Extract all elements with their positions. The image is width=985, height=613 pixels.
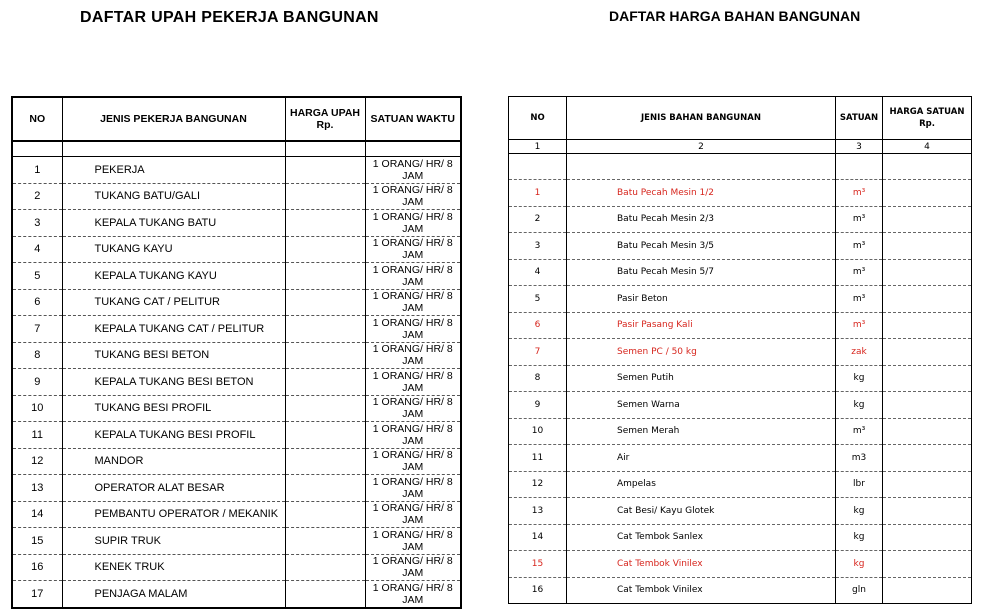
table-row [12,554,461,581]
unit: m³ [836,180,883,207]
header-wage-price-line2: Rp. [316,119,334,131]
table-row [509,339,972,366]
wage-price [285,289,365,316]
header-material-type: JENIS BAHAN BANGUNAN [567,97,836,140]
row-number: 14 [12,501,62,528]
material-type: Semen Putih [567,365,836,392]
time-unit-line1: 1 ORANG/ HR/ 8 [372,316,453,329]
time-unit-line2: JAM [402,408,424,421]
unit-price [883,206,972,233]
time-unit-line2: JAM [402,434,424,447]
worker-type: SUPIR TRUK [62,528,285,555]
table-row [509,445,972,472]
table-row [509,180,972,207]
header-no: NO [12,97,62,141]
table-row [509,392,972,419]
time-unit-line2: JAM [402,169,424,182]
time-unit [365,475,461,502]
material-type: Cat Tembok Sanlex [567,524,836,551]
row-number: 4 [509,259,567,286]
unit: m³ [836,233,883,260]
unit: m³ [836,312,883,339]
time-unit-line1: 1 ORANG/ HR/ 8 [372,184,453,197]
time-unit-line1: 1 ORANG/ HR/ 8 [372,237,453,250]
time-unit-line1: 1 ORANG/ HR/ 8 [372,369,453,382]
header-unit-price-line1: HARGA SATUAN [889,107,965,117]
material-type: Batu Pecah Mesin 1/2 [567,180,836,207]
time-unit-line1: 1 ORANG/ HR/ 8 [372,157,453,170]
time-unit [365,395,461,422]
wage-price [285,263,365,290]
material-table-header [509,97,972,140]
unit-price [883,498,972,525]
wage-price [285,210,365,237]
row-number: 5 [12,263,62,290]
table-row [12,157,461,184]
worker-type: KEPALA TUKANG BESI BETON [62,369,285,396]
header-time-unit: SATUAN WAKTU [365,97,461,141]
header-unit-price [883,97,972,140]
table-row [12,528,461,555]
table-row [509,524,972,551]
table-row [12,289,461,316]
time-unit [365,448,461,475]
wage-price [285,554,365,581]
column-number-row [509,140,972,154]
row-number: 8 [12,342,62,369]
table-row [12,501,461,528]
row-number: 6 [509,312,567,339]
table-row [12,183,461,210]
row-number: 13 [509,498,567,525]
table-row [509,498,972,525]
time-unit-line1: 1 ORANG/ HR/ 8 [372,263,453,276]
time-unit-line2: JAM [402,196,424,209]
unit: kg [836,365,883,392]
unit-price [883,365,972,392]
unit: m³ [836,206,883,233]
time-unit [365,581,461,608]
column-number: 3 [836,140,883,154]
material-type: Ampelas [567,471,836,498]
worker-type: TUKANG CAT / PELITUR [62,289,285,316]
time-unit [365,210,461,237]
unit: lbr [836,471,883,498]
time-unit [365,157,461,184]
time-unit [365,236,461,263]
wage-price [285,448,365,475]
row-number: 10 [12,395,62,422]
table-row [12,395,461,422]
unit-price [883,286,972,313]
table-row [509,418,972,445]
row-number: 13 [12,475,62,502]
row-number: 11 [509,445,567,472]
material-price-title: DAFTAR HARGA BAHAN BANGUNAN [609,8,861,24]
wage-list-title: DAFTAR UPAH PEKERJA BANGUNAN [80,9,379,26]
unit-price [883,445,972,472]
wage-table-header [12,97,461,141]
material-type: Batu Pecah Mesin 3/5 [567,233,836,260]
unit: kg [836,392,883,419]
table-row [12,422,461,449]
row-number: 2 [509,206,567,233]
row-number: 16 [509,577,567,604]
worker-type: TUKANG BESI BETON [62,342,285,369]
worker-type: PENJAGA MALAM [62,581,285,608]
material-type: Pasir Pasang Kali [567,312,836,339]
row-number: 3 [12,210,62,237]
material-type: Batu Pecah Mesin 5/7 [567,259,836,286]
header-wage-price [285,97,365,141]
material-table-spacer [509,154,972,180]
time-unit [365,316,461,343]
header-unit-price-line2: Rp. [919,119,935,129]
time-unit-line2: JAM [402,567,424,580]
unit: zak [836,339,883,366]
time-unit-line2: JAM [402,249,424,262]
time-unit [365,422,461,449]
material-type: Semen PC / 50 kg [567,339,836,366]
row-number: 7 [12,316,62,343]
table-row [509,259,972,286]
row-number: 12 [509,471,567,498]
unit: gln [836,577,883,604]
header-wage-price-line1: HARGA UPAH [290,107,360,119]
unit-price [883,312,972,339]
table-row [12,448,461,475]
time-unit [365,289,461,316]
wage-price [285,501,365,528]
row-number: 7 [509,339,567,366]
table-row [509,551,972,578]
worker-type: PEKERJA [62,157,285,184]
table-row [509,286,972,313]
unit-price [883,551,972,578]
wage-price [285,581,365,608]
row-number: 9 [12,369,62,396]
time-unit-line1: 1 ORANG/ HR/ 8 [372,581,453,594]
worker-type: KEPALA TUKANG BESI PROFIL [62,422,285,449]
material-type: Semen Merah [567,418,836,445]
table-row [509,577,972,604]
wage-price [285,528,365,555]
time-unit-line2: JAM [402,540,424,553]
time-unit-line2: JAM [402,275,424,288]
wage-price [285,157,365,184]
time-unit-line1: 1 ORANG/ HR/ 8 [372,449,453,462]
time-unit-line2: JAM [402,381,424,394]
unit-price [883,180,972,207]
unit: kg [836,498,883,525]
table-row [509,233,972,260]
row-number: 3 [509,233,567,260]
time-unit-line2: JAM [402,461,424,474]
wage-price [285,475,365,502]
time-unit-line2: JAM [402,514,424,527]
time-unit [365,501,461,528]
unit-price [883,339,972,366]
row-number: 15 [12,528,62,555]
row-number: 14 [509,524,567,551]
row-number: 17 [12,581,62,608]
time-unit-line1: 1 ORANG/ HR/ 8 [372,343,453,356]
time-unit-line1: 1 ORANG/ HR/ 8 [372,290,453,303]
wage-price [285,395,365,422]
table-row [12,210,461,237]
worker-type: MANDOR [62,448,285,475]
wage-price [285,236,365,263]
unit-price [883,259,972,286]
row-number: 11 [12,422,62,449]
wage-table-spacer [12,141,461,157]
time-unit-line1: 1 ORANG/ HR/ 8 [372,396,453,409]
row-number: 12 [12,448,62,475]
material-price-table [508,96,972,604]
time-unit [365,263,461,290]
time-unit-line1: 1 ORANG/ HR/ 8 [372,528,453,541]
table-row [12,316,461,343]
wage-price [285,422,365,449]
unit-price [883,233,972,260]
material-type: Cat Tembok Vinilex [567,551,836,578]
unit-price [883,392,972,419]
time-unit [365,554,461,581]
column-number: 4 [883,140,972,154]
wage-table [11,96,462,609]
unit: kg [836,524,883,551]
unit: kg [836,551,883,578]
wage-price [285,183,365,210]
table-row [12,475,461,502]
table-row [12,236,461,263]
time-unit-line1: 1 ORANG/ HR/ 8 [372,422,453,435]
time-unit-line1: 1 ORANG/ HR/ 8 [372,502,453,515]
row-number: 10 [509,418,567,445]
table-row [509,365,972,392]
time-unit-line2: JAM [402,328,424,341]
table-row [509,312,972,339]
row-number: 16 [12,554,62,581]
worker-type: KEPALA TUKANG CAT / PELITUR [62,316,285,343]
header-no: NO [509,97,567,140]
wage-price [285,369,365,396]
row-number: 6 [12,289,62,316]
worker-type: KEPALA TUKANG BATU [62,210,285,237]
material-type: Air [567,445,836,472]
table-row [509,206,972,233]
row-number: 5 [509,286,567,313]
unit-price [883,524,972,551]
worker-type: TUKANG KAYU [62,236,285,263]
time-unit-line1: 1 ORANG/ HR/ 8 [372,555,453,568]
time-unit-line2: JAM [402,355,424,368]
unit: m³ [836,259,883,286]
header-unit: SATUAN [836,97,883,140]
column-number: 1 [509,140,567,154]
material-type: Pasir Beton [567,286,836,313]
unit: m3 [836,445,883,472]
unit-price [883,577,972,604]
worker-type: TUKANG BATU/GALI [62,183,285,210]
time-unit-line2: JAM [402,302,424,315]
column-number: 2 [567,140,836,154]
unit: m³ [836,286,883,313]
time-unit-line2: JAM [402,593,424,606]
row-number: 2 [12,183,62,210]
material-type: Batu Pecah Mesin 2/3 [567,206,836,233]
unit-price [883,418,972,445]
worker-type: OPERATOR ALAT BESAR [62,475,285,502]
worker-type: TUKANG BESI PROFIL [62,395,285,422]
material-type: Semen Warna [567,392,836,419]
row-number: 4 [12,236,62,263]
row-number: 1 [509,180,567,207]
unit-price [883,471,972,498]
unit: m³ [836,418,883,445]
time-unit [365,183,461,210]
time-unit [365,369,461,396]
wage-price [285,342,365,369]
worker-type: KENEK TRUK [62,554,285,581]
table-row [12,342,461,369]
time-unit [365,528,461,555]
wage-price [285,316,365,343]
material-type: Cat Besi/ Kayu Glotek [567,498,836,525]
row-number: 15 [509,551,567,578]
row-number: 8 [509,365,567,392]
header-worker-type: JENIS PEKERJA BANGUNAN [62,97,285,141]
time-unit-line2: JAM [402,222,424,235]
time-unit-line1: 1 ORANG/ HR/ 8 [372,475,453,488]
table-row [509,471,972,498]
row-number: 9 [509,392,567,419]
table-row [12,263,461,290]
table-row [12,581,461,608]
row-number: 1 [12,157,62,184]
time-unit-line1: 1 ORANG/ HR/ 8 [372,210,453,223]
table-row [12,369,461,396]
material-type: Cat Tembok Vinilex [567,577,836,604]
worker-type: PEMBANTU OPERATOR / MEKANIK [62,501,285,528]
worker-type: KEPALA TUKANG KAYU [62,263,285,290]
time-unit-line2: JAM [402,487,424,500]
time-unit [365,342,461,369]
